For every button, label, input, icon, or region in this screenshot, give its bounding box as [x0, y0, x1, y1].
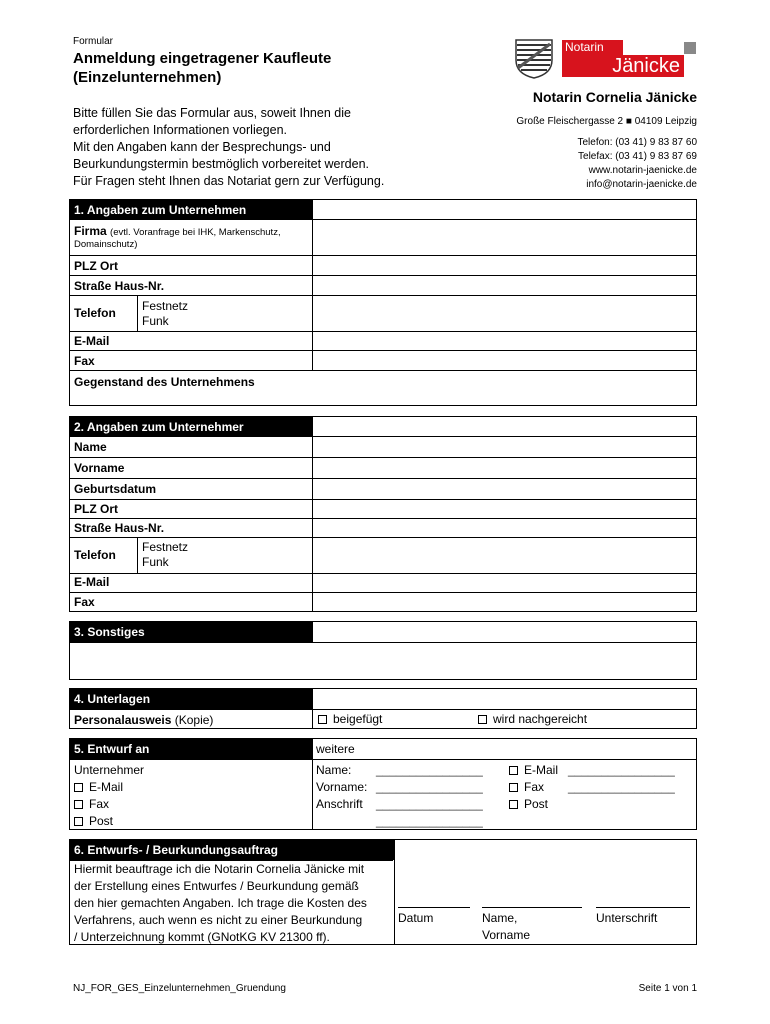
- section-4-box: [69, 688, 697, 729]
- weitere-name-field[interactable]: ________________: [376, 763, 483, 777]
- strasse-label: Straße Haus-Nr.: [74, 279, 165, 293]
- page-title: [73, 49, 331, 87]
- auftrag-line: Verfahrens, auch wenn es nicht zu einer Beurkundung: [74, 913, 363, 927]
- fax-label: Fax: [74, 354, 95, 368]
- notary-address: Große Fleischergasse 2 ■ 04109 Leipzig: [516, 116, 697, 127]
- intro-line: Bitte füllen Sie das Formular aus, soweit Ihnen die: [73, 106, 351, 120]
- weitere-anschrift-label: Anschrift: [316, 797, 363, 811]
- personalausweis-label: Personalausweis (Kopie): [74, 713, 214, 727]
- weitere-email-checkbox[interactable]: E-Mail: [509, 762, 558, 779]
- unterschrift-line[interactable]: [596, 907, 690, 908]
- datum-label: Datum: [398, 911, 434, 925]
- footer-doc-id: NJ_FOR_GES_Einzelunternehmen_Gruendung: [73, 983, 286, 994]
- intro-line: erforderlichen Informationen vorliegen.: [73, 123, 288, 137]
- weitere-vorname-field[interactable]: ________________: [376, 780, 483, 794]
- title-line-2: (Einzelunternehmen): [73, 69, 222, 86]
- checkbox-icon[interactable]: [74, 800, 83, 809]
- logo-notarin: Notarin: [562, 40, 623, 55]
- name-vorname-label: Name, Vorname: [482, 911, 531, 942]
- contact-web[interactable]: www.notarin-jaenicke.de: [588, 165, 697, 176]
- section-5-box: [69, 738, 697, 830]
- weitere-fax-field[interactable]: ________________: [568, 780, 675, 794]
- contact-block: [577, 136, 697, 192]
- telefon-label: Telefon: [74, 548, 116, 562]
- telefon-label: Telefon: [74, 306, 116, 320]
- auftrag-line: Hiermit beauftrage ich die Notarin Cornelia Jänicke mit: [74, 862, 365, 876]
- auftrag-line: der Erstellung eines Entwurfes / Beurkundung gemäß: [74, 879, 359, 893]
- weitere-email-field[interactable]: ________________: [568, 763, 675, 777]
- coat-of-arms-icon: [514, 38, 554, 80]
- datum-line[interactable]: [398, 907, 470, 908]
- weitere-options: [509, 762, 558, 813]
- fax-label: Fax: [74, 595, 95, 609]
- geburtsdatum-label: Geburtsdatum: [74, 482, 157, 496]
- checkbox-icon[interactable]: [509, 766, 518, 775]
- auftrag-line: den hier gemachten Angaben. Ich trage die Kosten des: [74, 896, 367, 910]
- logo-square: [684, 42, 696, 54]
- checkbox-icon[interactable]: [318, 715, 327, 724]
- contact-fax: Telefax: (03 41) 9 83 87 69: [578, 151, 697, 162]
- footer-page: Seite 1 von 1: [638, 983, 697, 994]
- formular-label: Formular: [73, 36, 114, 47]
- checkbox-icon[interactable]: [509, 800, 518, 809]
- email-label: E-Mail: [74, 334, 110, 348]
- weitere-name-label: Name:: [316, 763, 352, 777]
- section-2-box: [69, 416, 697, 612]
- unterschrift-label: Unterschrift: [596, 911, 658, 925]
- nachgereicht-checkbox[interactable]: wird nachgereicht: [478, 712, 587, 726]
- section-3-title: 3. Sonstiges: [70, 622, 312, 642]
- gegenstand-label: Gegenstand des Unternehmens: [74, 375, 255, 389]
- weitere-vorname-label: Vorname:: [316, 780, 368, 794]
- firma-label: Firma (evtl. Voranfrage bei IHK, Markenschutz,: [74, 224, 281, 238]
- firma-note: Domainschutz): [74, 239, 138, 250]
- weitere-label: weitere: [316, 742, 355, 756]
- intro-text: [73, 105, 413, 190]
- unternehmer-fax-checkbox[interactable]: Fax: [74, 796, 144, 813]
- weitere-fax-checkbox[interactable]: Fax: [509, 779, 558, 796]
- weitere-anschrift-field[interactable]: ________________: [376, 797, 483, 811]
- funk-label: Funk: [142, 555, 169, 569]
- strasse-label: Straße Haus-Nr.: [74, 521, 165, 535]
- unternehmer-email-checkbox[interactable]: E-Mail: [74, 779, 144, 796]
- section-6-title: 6. Entwurfs- / Beurkundungsauftrag: [70, 840, 394, 860]
- vorname-label: Vorname: [74, 461, 125, 475]
- intro-line: Beurkundungstermin bestmöglich vorbereitet werden.: [73, 157, 369, 171]
- contact-phone: Telefon: (03 41) 9 83 87 60: [577, 137, 697, 148]
- section-4-title: 4. Unterlagen: [70, 689, 312, 709]
- unternehmer-label: Unternehmer: [74, 763, 145, 777]
- email-label: E-Mail: [74, 575, 110, 589]
- unternehmer-post-checkbox[interactable]: Post: [74, 813, 144, 830]
- festnetz-label: Festnetz: [142, 299, 189, 313]
- title-line-1: Anmeldung eingetragener Kaufleute: [73, 50, 332, 67]
- checkbox-icon[interactable]: [74, 783, 83, 792]
- checkbox-icon[interactable]: [478, 715, 487, 724]
- festnetz-label: Festnetz: [142, 540, 189, 554]
- intro-line: Für Fragen steht Ihnen das Notariat gern zur Verfügung.: [73, 174, 385, 188]
- weitere-option-blanks[interactable]: [568, 762, 675, 796]
- contact-email[interactable]: info@notarin-jaenicke.de: [586, 179, 697, 190]
- weitere-blanks[interactable]: [376, 762, 483, 830]
- funk-label: Funk: [142, 314, 169, 328]
- plz-label: PLZ Ort: [74, 502, 118, 516]
- weitere-post-checkbox[interactable]: Post: [509, 796, 558, 813]
- name-line[interactable]: [482, 907, 582, 908]
- notary-name: Notarin Cornelia Jänicke: [532, 89, 697, 105]
- checkbox-icon[interactable]: [509, 783, 518, 792]
- plz-label: PLZ Ort: [74, 259, 118, 273]
- section-1-title: 1. Angaben zum Unternehmen: [70, 200, 312, 219]
- section-1-box: [69, 199, 697, 406]
- logo-jaenicke: Jänicke: [562, 55, 684, 77]
- section-6-box: [69, 839, 697, 945]
- section-3-box: [69, 621, 697, 680]
- weitere-labels: [316, 762, 367, 813]
- beigefuegt-checkbox[interactable]: beigefügt: [318, 712, 382, 726]
- section-2-title: 2. Angaben zum Unternehmer: [70, 417, 312, 436]
- auftrag-text: [74, 861, 367, 946]
- checkbox-icon[interactable]: [74, 817, 83, 826]
- unternehmer-options: [74, 762, 144, 830]
- weitere-anschrift-field-2[interactable]: ________________: [376, 814, 483, 828]
- section-5-title: 5. Entwurf an: [70, 739, 312, 759]
- auftrag-line: / Unterzeichnung kommt (GNotKG KV 21300 ff).: [74, 930, 330, 944]
- intro-line: Mit den Angaben kann der Besprechungs- und: [73, 140, 331, 154]
- name-label: Name: [74, 440, 107, 454]
